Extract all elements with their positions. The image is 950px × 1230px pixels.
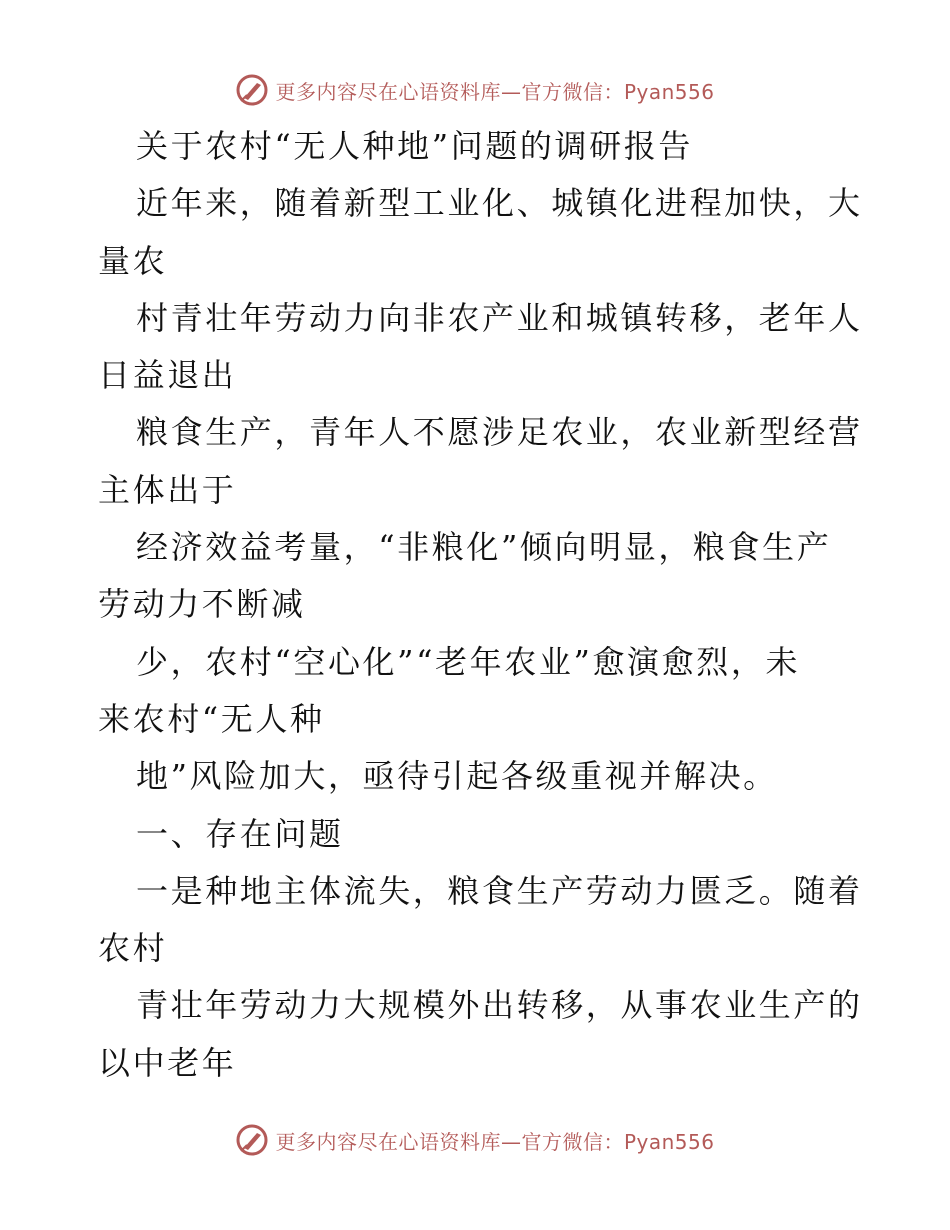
text-line: 青壮年劳动力大规模外出转移，从事农业生产的 [136, 986, 863, 1025]
text-line: 粮食生产，青年人不愿涉足农业，农业新型经营 [136, 413, 863, 452]
text-line: 农村 [98, 929, 168, 968]
text-line: 量农 [98, 241, 168, 280]
document-title: 关于农村“无人种地”问题的调研报告 [136, 127, 693, 165]
text-line: 以中老年 [98, 1043, 237, 1082]
text-line: 劳动力不断减 [98, 585, 306, 624]
text-line: 来农村“无人种 [98, 699, 325, 738]
text-line: 一是种地主体流失，粮食生产劳动力匮乏。随着 [136, 871, 863, 910]
watermark-text: 更多内容尽在心语资料库—官方微信：Pyan556 [275, 79, 715, 104]
text-line: 主体出于 [98, 470, 237, 509]
footer-watermark [0, 1120, 950, 1160]
text-line: 日益退出 [98, 356, 237, 395]
text-line: 近年来，随着新型工业化、城镇化进程加快，大 [136, 184, 863, 223]
text-line: 地”风险加大，亟待引起各级重视并解决。 [136, 757, 778, 796]
header-watermark [0, 70, 950, 110]
text-line: 少，农村“空心化”“老年农业”愈演愈烈，未 [136, 642, 801, 681]
section-heading: 一、存在问题 [136, 814, 344, 853]
text-line: 经济效益考量，“非粮化”倾向明显，粮食生产 [136, 528, 832, 567]
text-line: 村青壮年劳动力向非农产业和城镇转移，老年人 [136, 298, 863, 337]
quill-logo-icon [235, 73, 269, 107]
watermark-text: 更多内容尽在心语资料库—官方微信：Pyan556 [275, 1129, 715, 1154]
quill-logo-icon [235, 1123, 269, 1157]
document-body [98, 118, 863, 1092]
